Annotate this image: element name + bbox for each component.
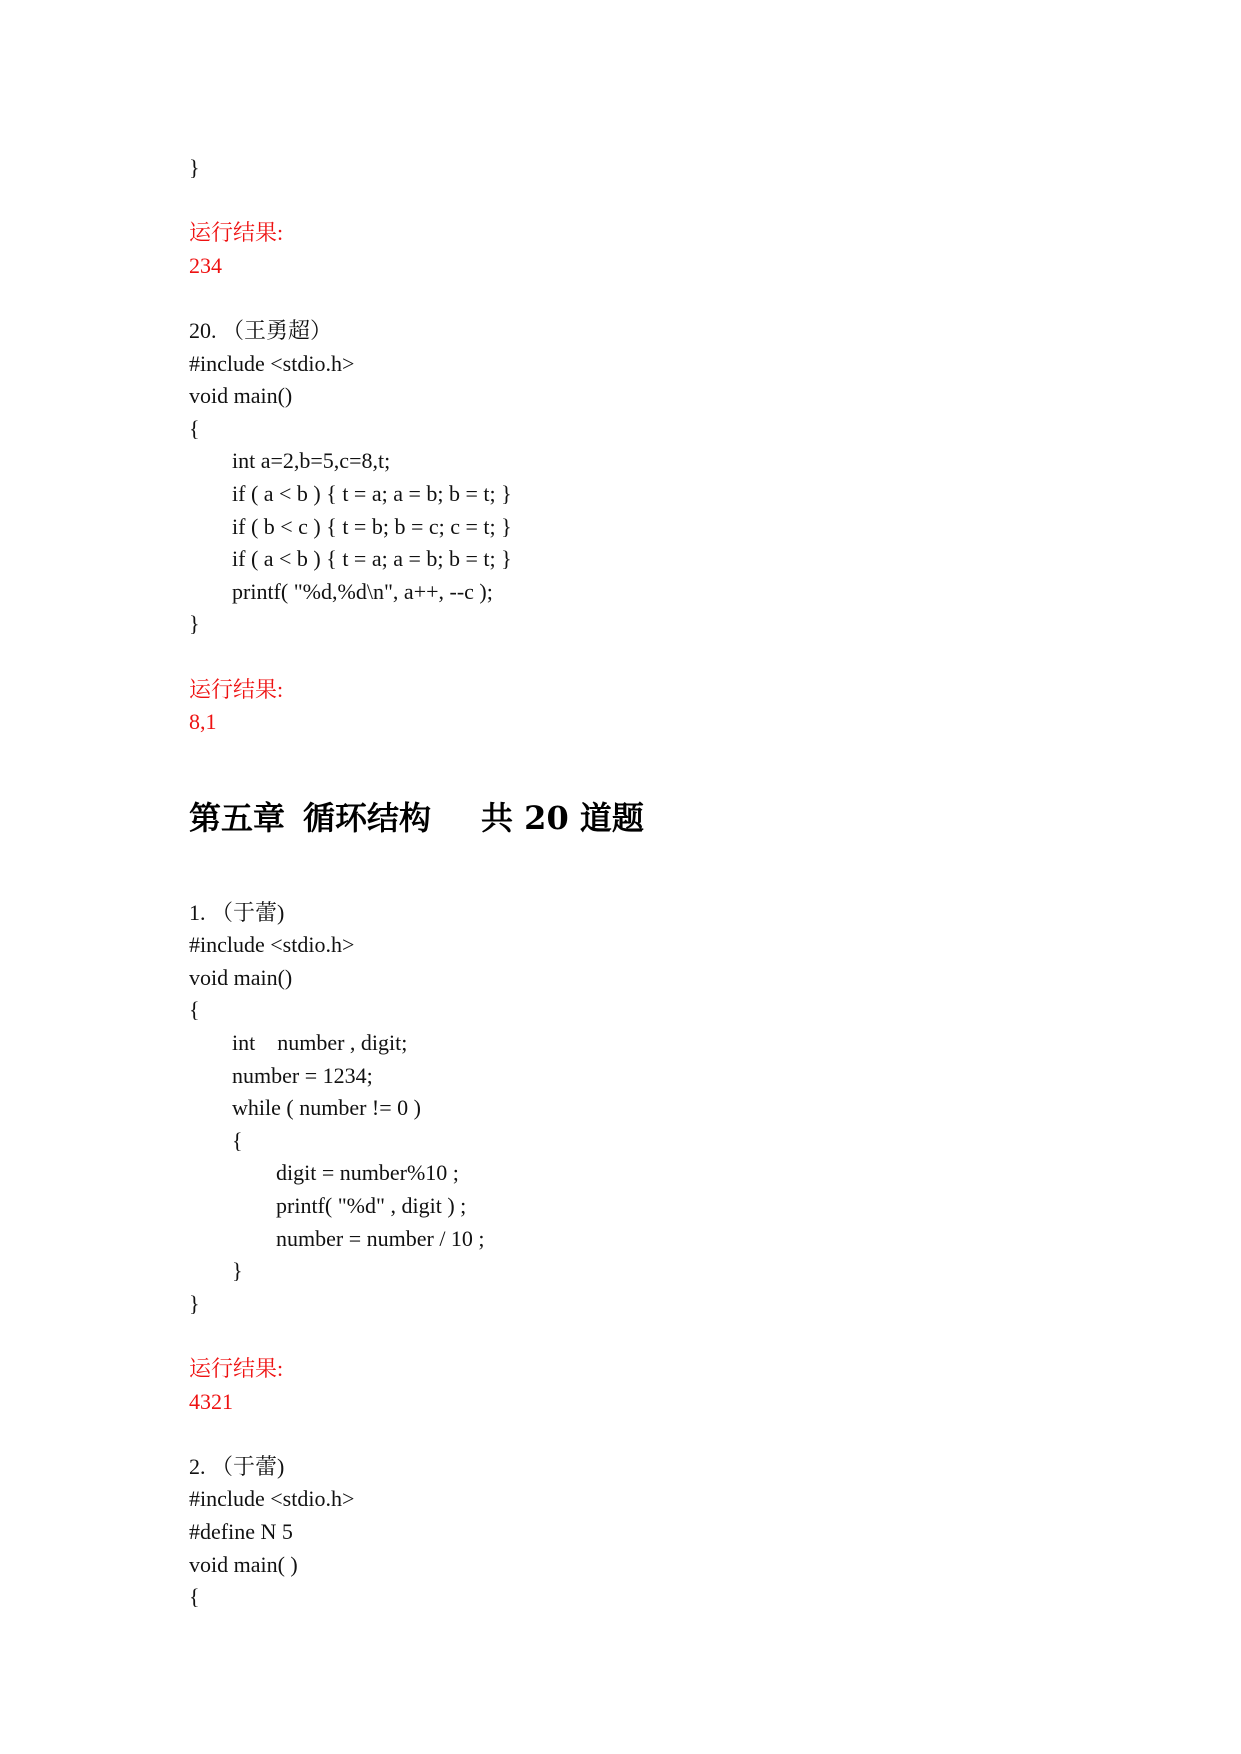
code-line: if ( b < c ) { t = b; b = c; c = t; }: [232, 513, 512, 539]
code-line: #include <stdio.h>: [189, 932, 355, 958]
code-line: #include <stdio.h>: [189, 350, 355, 376]
code-line: int number , digit;: [232, 1030, 408, 1056]
code-line: void main( ): [189, 1551, 298, 1577]
code-line: number = number / 10 ;: [276, 1225, 485, 1251]
code-line: digit = number%10 ;: [276, 1160, 459, 1186]
code-line: #define N 5: [189, 1518, 293, 1544]
code-line: }: [189, 611, 200, 637]
result-label: 运行结果:: [189, 220, 284, 246]
code-line: void main(): [189, 383, 293, 409]
chapter-title: 循环结构: [303, 798, 432, 837]
question-heading: 1. （于蕾): [189, 899, 285, 925]
code-line: {: [189, 997, 200, 1023]
question-heading: 2. （于蕾): [189, 1453, 285, 1479]
code-line: printf( "%d,%d\n", a++, --c );: [232, 578, 493, 604]
code-line: number = 1234;: [232, 1062, 373, 1088]
code-line: printf( "%d" , digit ) ;: [276, 1193, 467, 1219]
result-value: 8,1: [189, 709, 217, 735]
result-label: 运行结果:: [189, 1356, 284, 1381]
code-line: {: [232, 1127, 243, 1153]
code-line: {: [189, 1584, 200, 1610]
code-line: int a=2,b=5,c=8,t;: [232, 448, 391, 474]
result-value: 4321: [189, 1388, 233, 1414]
question-heading: 20. （王勇超）: [189, 317, 333, 343]
result-value: 234: [189, 252, 222, 278]
code-line: #include <stdio.h>: [189, 1486, 355, 1512]
result-label: 运行结果:: [189, 676, 284, 702]
code-line: }: [189, 1290, 200, 1316]
chapter-heading: [189, 787, 1089, 849]
code-line: }: [189, 155, 200, 180]
code-line: if ( a < b ) { t = a; a = b; b = t; }: [232, 480, 512, 506]
code-line: void main(): [189, 964, 293, 990]
page-content: [189, 152, 1089, 1614]
code-line: if ( a < b ) { t = a; a = b; b = t; }: [232, 546, 512, 572]
chapter-number: 第五章: [189, 798, 286, 837]
code-line: while ( number != 0 ): [232, 1095, 421, 1121]
code-line: {: [189, 415, 200, 441]
code-line: }: [232, 1258, 243, 1284]
chapter-count: 共 20 道题: [481, 798, 644, 837]
